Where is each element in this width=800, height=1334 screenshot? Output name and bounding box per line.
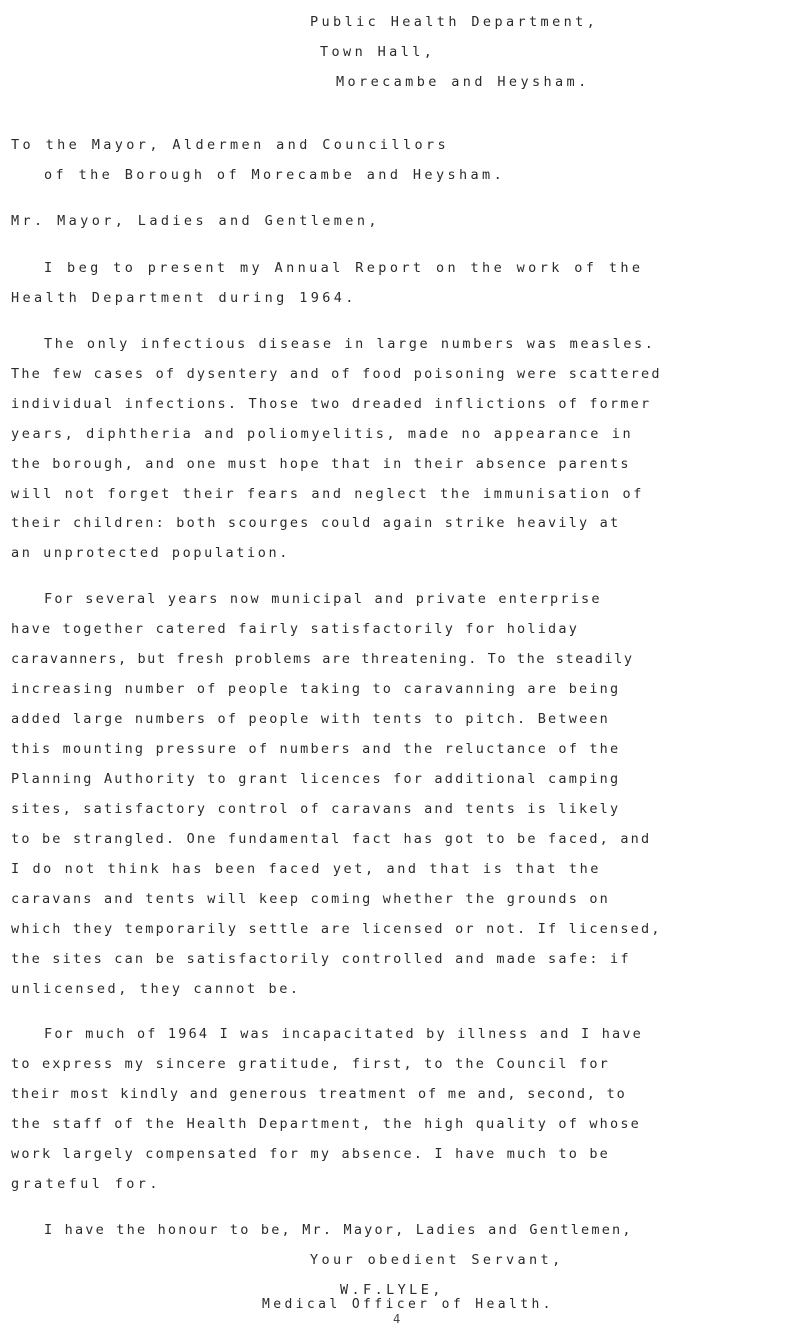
p3-line-14: unlicensed, they cannot be. bbox=[11, 981, 301, 997]
p3-line-11: caravans and tents will keep coming whether the grounds on bbox=[11, 891, 611, 907]
address-line-1: Public Health Department, bbox=[310, 14, 599, 30]
p2-line-8: an unprotected population. bbox=[11, 545, 290, 561]
page-number: 4 bbox=[393, 1312, 401, 1326]
signature-title: Medical Officer of Health. bbox=[262, 1297, 554, 1312]
recipient-line-2: of the Borough of Morecambe and Heysham. bbox=[44, 167, 506, 183]
p2-line-3: individual infections. Those two dreaded inflictions of former bbox=[11, 396, 652, 412]
p3-line-2: have together catered fairly satisfactorily for holiday bbox=[11, 621, 580, 637]
p3-line-4: increasing number of people taking to caravanning are being bbox=[11, 681, 621, 697]
p3-line-12: which they temporarily settle are licensed or not. If licensed, bbox=[11, 921, 662, 937]
p3-line-13: the sites can be satisfactorily controlled and made safe: if bbox=[11, 951, 631, 967]
p2-line-7: their children: both scourges could again strike heavily at bbox=[11, 515, 621, 531]
p4-line-3: their most kindly and generous treatment of me and, second, to bbox=[11, 1086, 627, 1102]
address-line-3: Morecambe and Heysham. bbox=[336, 74, 590, 90]
closing-servant: Your obedient Servant, bbox=[310, 1252, 564, 1268]
p4-line-4: the staff of the Health Department, the high quality of whose bbox=[11, 1116, 641, 1132]
p3-line-6: this mounting pressure of numbers and the reluctance of the bbox=[11, 741, 621, 757]
p3-line-1: For several years now municipal and private enterprise bbox=[44, 591, 602, 607]
p2-line-4: years, diphtheria and poliomyelitis, made no appearance in bbox=[11, 426, 634, 442]
address-line-2: Town Hall, bbox=[320, 44, 436, 60]
signature: W.F.LYLE, bbox=[340, 1282, 444, 1298]
p2-line-2: The few cases of dysentery and of food poisoning were scattered bbox=[11, 366, 662, 382]
p3-line-5: added large numbers of people with tents to pitch. Between bbox=[11, 711, 611, 727]
p2-line-1: The only infectious disease in large numbers was measles. bbox=[44, 336, 656, 352]
p2-line-5: the borough, and one must hope that in their absence parents bbox=[11, 456, 631, 472]
p1-line-1: I beg to present my Annual Report on the work of the bbox=[44, 260, 644, 276]
p4-line-6: grateful for. bbox=[11, 1176, 161, 1192]
p3-line-7: Planning Authority to grant licences for additional camping bbox=[11, 771, 621, 787]
salutation: Mr. Mayor, Ladies and Gentlemen, bbox=[11, 213, 380, 229]
p4-line-1: For much of 1964 I was incapacitated by illness and I have bbox=[44, 1026, 644, 1042]
p3-line-10: I do not think has been faced yet, and that is that the bbox=[11, 861, 602, 877]
p4-line-5: work largely compensated for my absence. I have much to be bbox=[11, 1146, 611, 1162]
p1-line-2: Health Department during 1964. bbox=[11, 290, 357, 306]
closing-line: I have the honour to be, Mr. Mayor, Ladies and Gentlemen, bbox=[44, 1222, 633, 1238]
p3-line-8: sites, satisfactory control of caravans and tents is likely bbox=[11, 801, 621, 817]
p3-line-3: caravanners, but fresh problems are threatening. To the steadily bbox=[11, 651, 634, 667]
recipient-line-1: To the Mayor, Aldermen and Councillors bbox=[11, 137, 450, 153]
p3-line-9: to be strangled. One fundamental fact has got to be faced, and bbox=[11, 831, 652, 847]
p4-line-2: to express my sincere gratitude, first, to the Council for bbox=[11, 1056, 611, 1072]
p2-line-6: will not forget their fears and neglect the immunisation of bbox=[11, 486, 644, 502]
